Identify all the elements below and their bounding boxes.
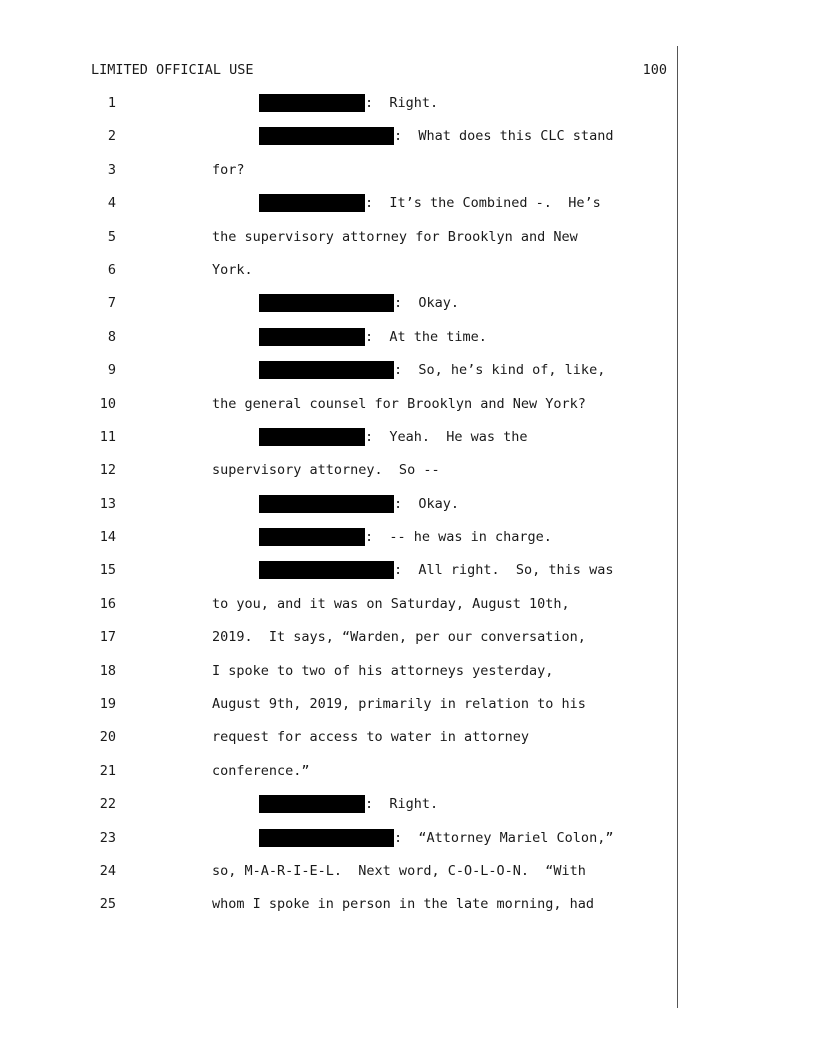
line-number: 4 [107,195,116,212]
speaker-line-text [259,795,438,813]
line-content: : What does this CLC stand [394,128,614,145]
line-content: York. [212,261,253,278]
line-text [212,862,586,880]
redacted-speaker-name [259,194,365,212]
line-content: the supervisory attorney for Brooklyn and New [212,228,578,245]
transcript-line [0,194,816,227]
speaker-line-text [259,495,459,513]
line-number: 3 [107,161,116,178]
speaker-line-text [259,294,459,312]
line-number: 14 [99,529,116,546]
transcript-line [0,127,816,160]
line-content: : All right. So, this was [394,562,614,579]
line-text [212,261,253,279]
line-content: for? [212,161,245,178]
transcript-line [0,495,816,528]
redacted-speaker-name [259,528,365,546]
line-content: so, M-A-R-I-E-L. Next word, C-O-L-O-N. “With [212,862,586,879]
redacted-speaker-name [259,561,394,579]
transcript-line [0,795,816,828]
line-content: : Right. [365,95,439,111]
line-text [212,461,440,479]
line-number: 25 [99,896,116,913]
transcript-line [0,428,816,461]
speaker-line-text [259,528,552,546]
classification-label: LIMITED OFFICIAL USE [91,62,254,78]
transcript-line [0,328,816,361]
line-content: 2019. It says, “Warden, per our conversation, [212,629,586,646]
line-number: 24 [99,862,116,879]
line-number: 22 [99,796,116,813]
line-number: 7 [107,295,116,312]
speaker-line-text [259,361,605,379]
redacted-speaker-name [259,361,394,379]
line-content: : -- he was in charge. [365,529,552,546]
line-number: 23 [99,829,116,846]
speaker-line-text [259,829,613,847]
line-content: : It’s the Combined -. He’s [365,195,601,212]
page-header [91,62,667,80]
speaker-line-text [259,428,528,446]
line-text [212,395,586,413]
line-number: 2 [107,128,116,145]
line-number: 15 [99,562,116,579]
line-text [212,728,529,746]
line-number: 9 [107,362,116,379]
redacted-speaker-name [259,127,394,145]
line-text [212,228,578,246]
line-content: the general counsel for Brooklyn and New York? [212,395,586,412]
transcript-line [0,461,816,494]
line-number: 17 [99,629,116,646]
page-number: 100 [642,62,667,78]
redacted-speaker-name [259,495,394,513]
transcript-line [0,662,816,695]
redacted-speaker-name [259,795,365,813]
line-number: 20 [99,729,116,746]
transcript-line [0,728,816,761]
transcript-line [0,528,816,561]
line-text [212,662,553,680]
line-number: 1 [107,95,116,111]
transcript-line [0,829,816,862]
line-content: : At the time. [365,328,487,345]
transcript-line [0,895,816,928]
transcript-line [0,561,816,594]
transcript-line [0,762,816,795]
line-content: to you, and it was on Saturday, August 10th, [212,595,570,612]
speaker-line-text [259,94,438,112]
line-content: August 9th, 2019, primarily in relation to his [212,696,586,713]
redacted-speaker-name [259,829,394,847]
line-number: 10 [99,395,116,412]
redacted-speaker-name [259,294,394,312]
line-content: : Okay. [394,295,460,312]
speaker-line-text [259,194,601,212]
line-content: supervisory attorney. So -- [212,462,440,479]
redacted-speaker-name [259,328,365,346]
line-number: 12 [99,462,116,479]
transcript-line [0,862,816,895]
line-content: I spoke to two of his attorneys yesterday, [212,662,554,679]
redacted-speaker-name [259,428,365,446]
transcript-line [0,595,816,628]
line-content: : Yeah. He was the [365,428,528,445]
line-content: request for access to water in attorney [212,729,529,746]
line-number: 11 [99,428,116,445]
line-content: : “Attorney Mariel Colon,” [394,829,614,846]
line-text [212,762,310,780]
transcript-line [0,695,816,728]
transcript-line [0,395,816,428]
line-number: 21 [99,762,116,779]
line-content: : So, he’s kind of, like, [394,362,606,379]
line-text [212,628,586,646]
line-content: : Okay. [394,495,460,512]
line-content: : Right. [365,796,439,813]
transcript-line [0,228,816,261]
transcript-line [0,94,816,127]
speaker-line-text [259,561,613,579]
line-number: 13 [99,495,116,512]
transcript-line [0,628,816,661]
line-number: 18 [99,662,116,679]
transcript-line [0,261,816,294]
transcript-body [0,94,816,929]
line-text [212,595,570,613]
line-text [212,895,594,913]
line-text [212,695,586,713]
speaker-line-text [259,328,487,346]
speaker-line-text [259,127,613,145]
transcript-line [0,294,816,327]
line-text [212,161,245,179]
line-number: 16 [99,595,116,612]
redacted-speaker-name [259,94,365,112]
line-number: 8 [107,328,116,345]
transcript-line [0,161,816,194]
line-content: conference.” [212,762,310,779]
line-number: 5 [107,228,116,245]
transcript-line [0,361,816,394]
line-content: whom I spoke in person in the late morning, had [212,896,595,913]
line-number: 19 [99,696,116,713]
line-number: 6 [107,261,116,278]
